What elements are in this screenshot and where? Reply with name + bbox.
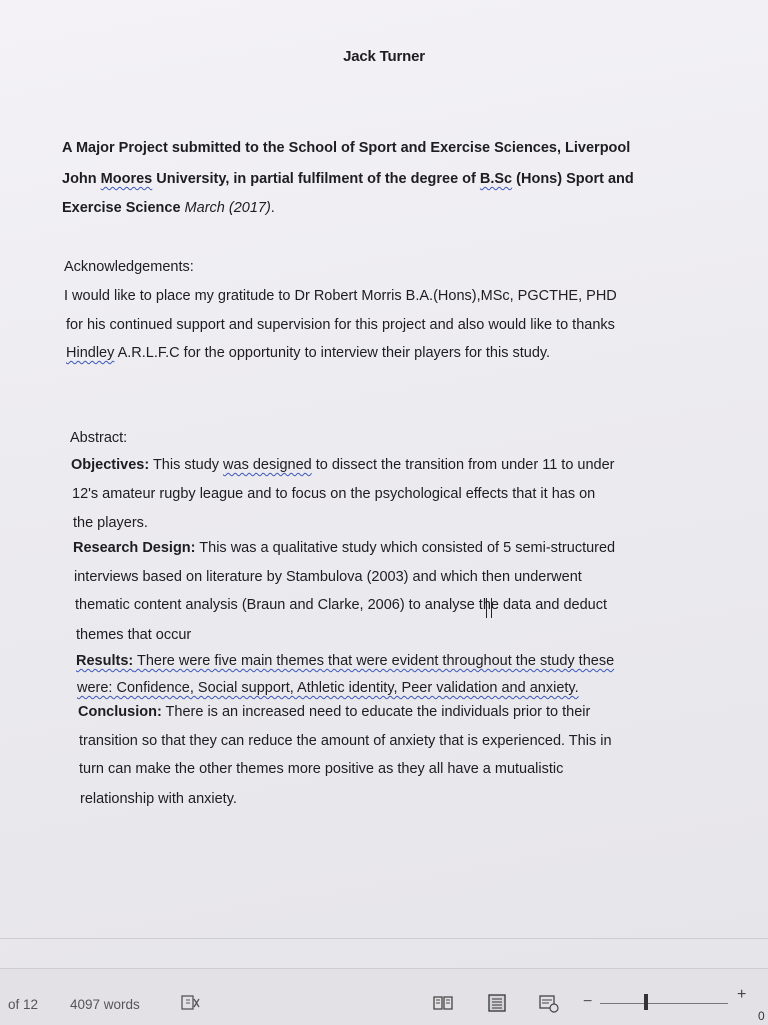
spellcheck-hindley[interactable]: Hindley <box>66 345 115 361</box>
print-layout-icon[interactable] <box>486 993 508 1013</box>
research-design-line-1: Research Design: This was a qualitative study which consisted of 5 semi-structured <box>73 540 616 556</box>
submission-line-2: John Moores University, in partial fulfilment of the degree of B.Sc (Hons) Sport and <box>62 171 634 187</box>
acknowledgements-line-3: Hindley A.R.L.F.C for the opportunity to interview their players for this study. <box>66 345 551 361</box>
conclusion-line-2: transition so that they can reduce the amount of anxiety that is experienced. This in <box>79 733 612 749</box>
page-break <box>0 938 768 939</box>
text-cursor-ibeam <box>486 598 492 618</box>
results-line-2[interactable]: were: Confidence, Social support, Athletic identity, Peer validation and anxiety. <box>77 680 579 696</box>
submission-line-1: A Major Project submitted to the School of Sport and Exercise Sciences, Liverpool <box>62 140 631 156</box>
web-layout-icon[interactable] <box>538 993 560 1013</box>
read-mode-icon[interactable] <box>432 993 454 1013</box>
status-bar <box>0 968 768 1025</box>
document-title: Jack Turner <box>343 48 425 65</box>
page-count[interactable]: of 12 <box>8 997 39 1012</box>
grammar-was-designed[interactable]: was designed <box>223 457 312 473</box>
acknowledgements-line-1: I would like to place my gratitude to Dr Robert Morris B.A.(Hons),MSc, PGCTHE, PHD <box>64 288 617 304</box>
conclusion-line-3: turn can make the other themes more positive as they all have a mutualistic <box>79 761 564 777</box>
acknowledgements-heading: Acknowledgements: <box>64 259 194 275</box>
research-design-line-3: thematic content analysis (Braun and Clarke, 2006) to analyse the data and deduct <box>75 597 607 613</box>
zoom-level[interactable]: 0 <box>758 1009 765 1023</box>
zoom-in-button[interactable]: + <box>737 986 747 1003</box>
spellcheck-bsc[interactable]: B.Sc <box>479 171 513 187</box>
word-count[interactable]: 4097 words <box>70 997 140 1012</box>
results-line-1[interactable]: Results: There were five main themes that were evident throughout the study these <box>76 653 615 669</box>
objectives-line-1: Objectives: This study was designed to dissect the transition from under 11 to under <box>71 457 615 473</box>
conclusion-line-1: Conclusion: There is an increased need to educate the individuals prior to their <box>78 704 591 720</box>
conclusion-line-4: relationship with anxiety. <box>80 791 237 807</box>
zoom-out-button[interactable]: − <box>583 993 593 1010</box>
abstract-heading: Abstract: <box>70 430 128 446</box>
spellcheck-moores[interactable]: Moores <box>100 171 153 187</box>
zoom-slider-thumb[interactable] <box>644 994 648 1010</box>
zoom-slider[interactable] <box>600 1003 728 1004</box>
objectives-line-3: the players. <box>73 515 148 531</box>
acknowledgements-line-2: for his continued support and supervision for this project and also would like to thanks <box>66 317 615 333</box>
objectives-line-2: 12's amateur rugby league and to focus on the psychological effects that it has on <box>72 486 596 502</box>
submission-line-3: Exercise Science March (2017). <box>62 200 275 216</box>
research-design-line-2: interviews based on literature by Stambulova (2003) and which then underwent <box>74 569 582 585</box>
proofing-icon[interactable] <box>180 993 202 1013</box>
research-design-line-4: themes that occur <box>76 627 192 643</box>
